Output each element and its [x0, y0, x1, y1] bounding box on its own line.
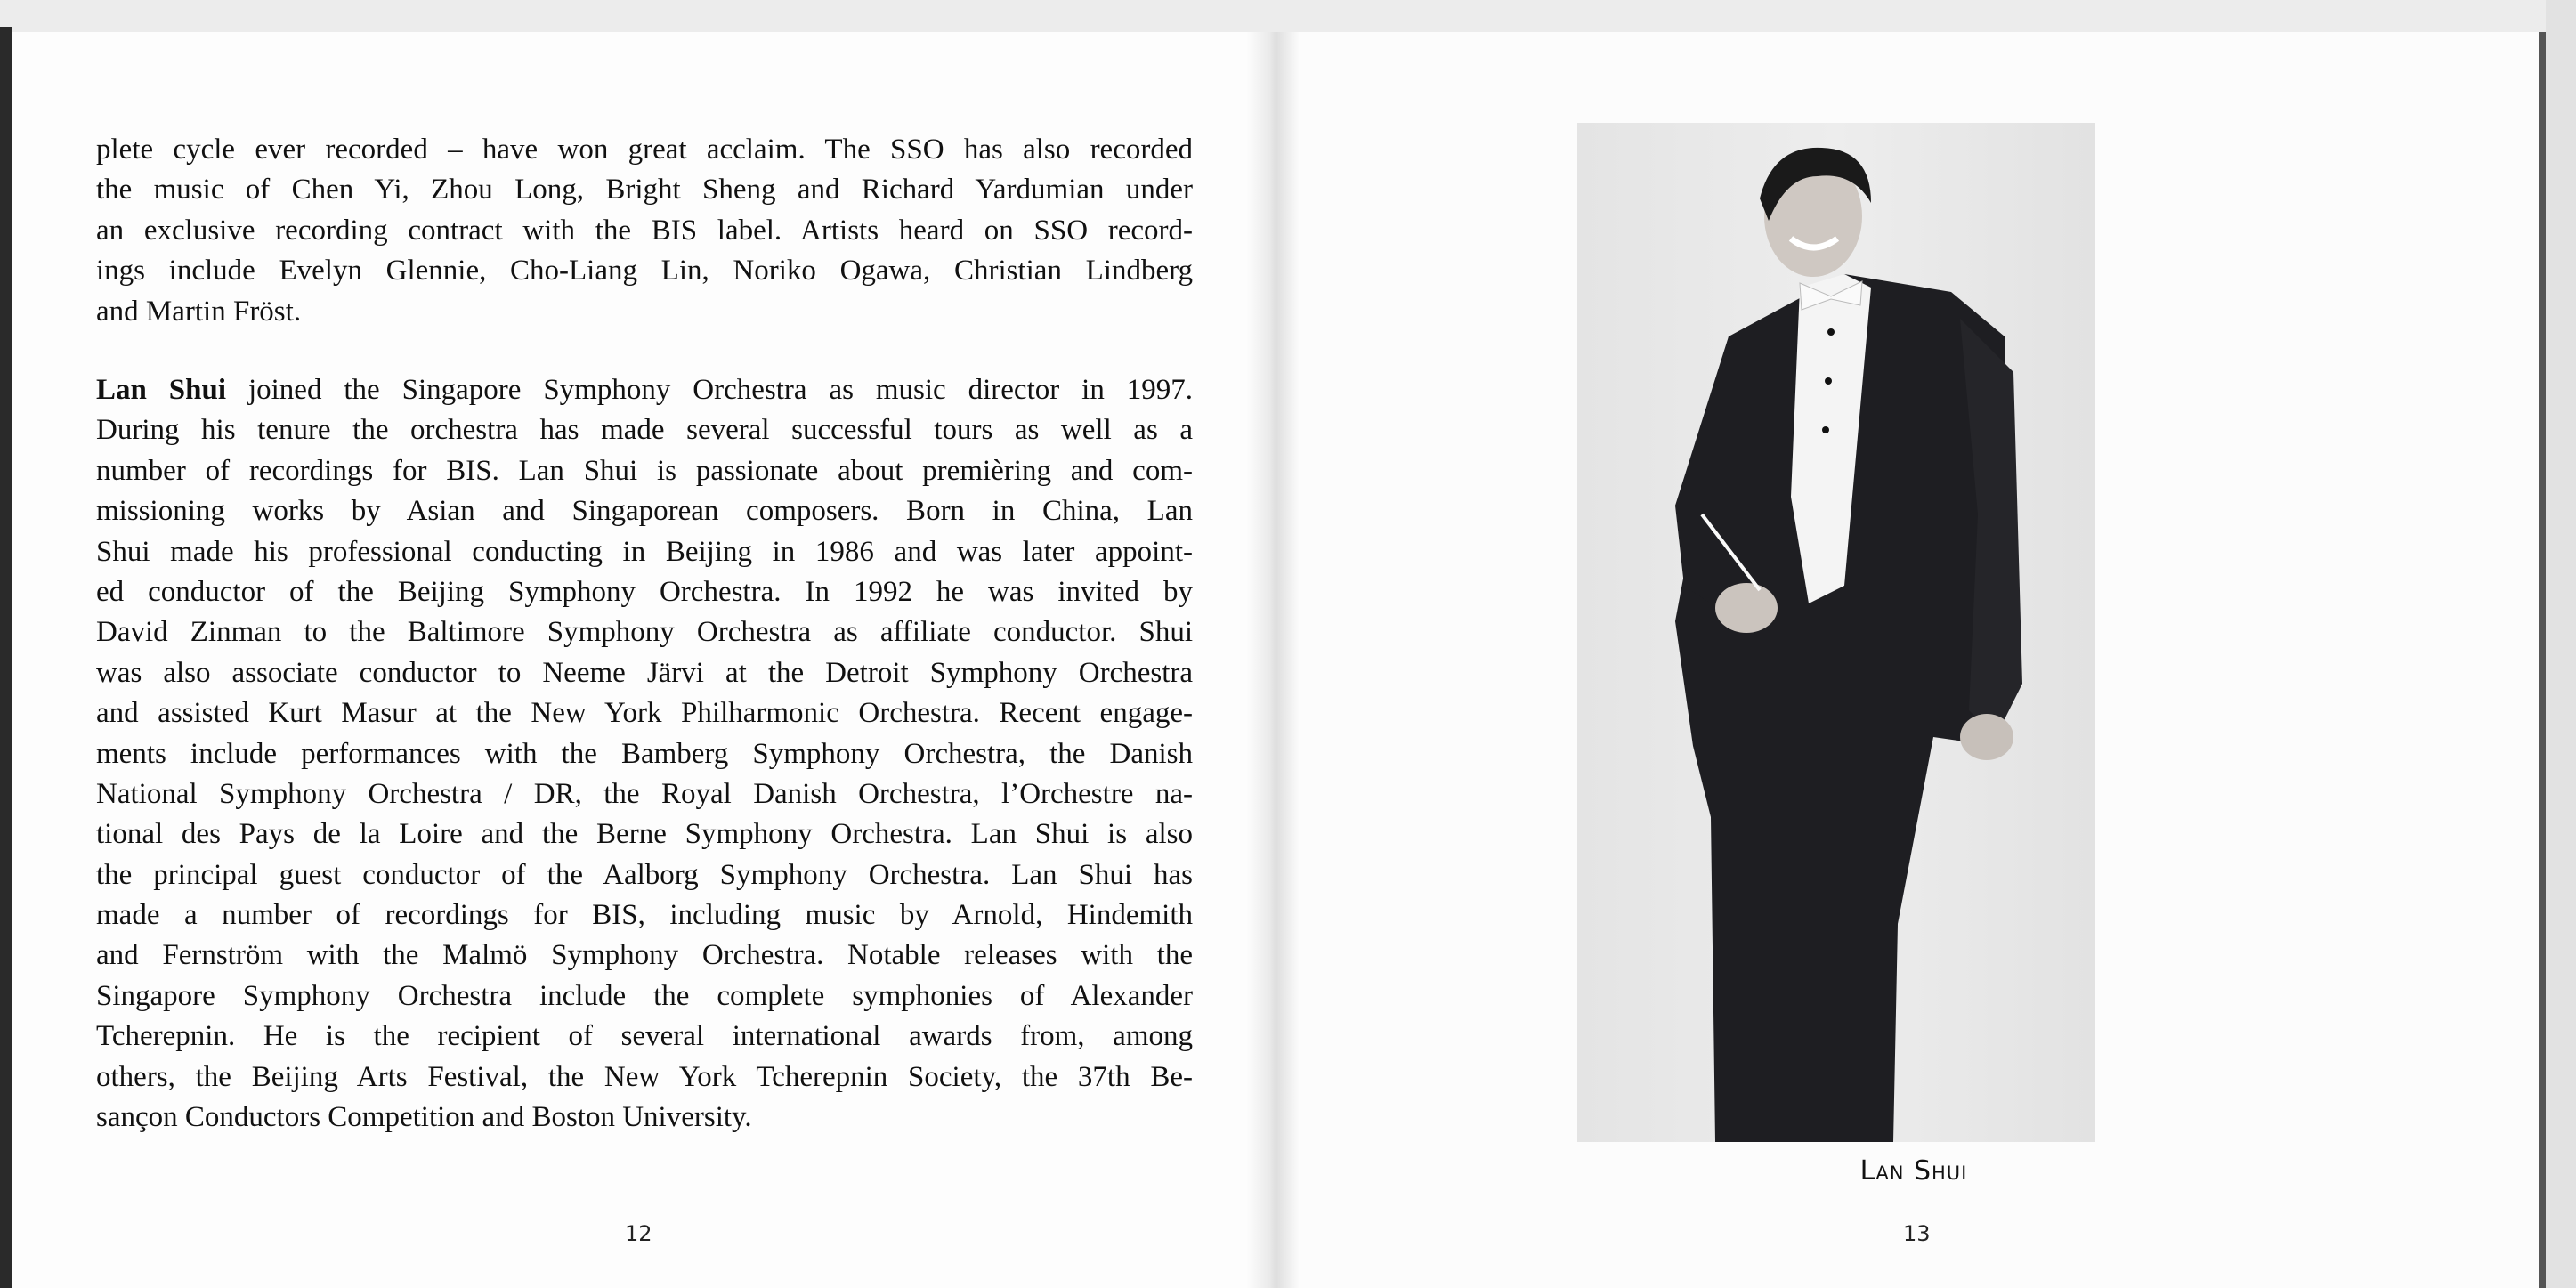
text-line: Tcherepnin. He is the recipient of several international awards from, among [96, 1020, 1193, 1053]
page-number-right: 13 [1903, 1221, 1931, 1246]
text-line: David Zinman to the Baltimore Symphony Orchestra as affiliate conductor. Shui [96, 616, 1193, 649]
text-line: the principal guest conductor of the Aalborg Symphony Orchestra. Lan Shui has [96, 858, 1193, 891]
scan-background [0, 0, 2576, 32]
text-line: During his tenure the orchestra has made several successful tours as well as a [96, 414, 1193, 447]
text-line: ed conductor of the Beijing Symphony Orchestra. In 1992 he was invited by [96, 575, 1193, 608]
text-line: and Fernström with the Malmö Symphony Orchestra. Notable releases with the [96, 939, 1193, 972]
page-number-left: 12 [625, 1221, 652, 1246]
paragraph-orchestra-recordings [96, 130, 1193, 332]
scan-background [2546, 0, 2576, 1288]
book-spine-shadow [1246, 32, 1300, 1288]
text-line: was also associate conductor to Neeme Järvi at the Detroit Symphony Orchestra [96, 656, 1193, 689]
page-edge [2539, 32, 2546, 1288]
text-line: missioning works by Asian and Singaporean composers. Born in China, Lan [96, 495, 1193, 528]
text-line-rest: joined the Singapore Symphony Orchestra as music director in 1997. [226, 374, 1194, 406]
text-line: sançon Conductors Competition and Boston University. [96, 1101, 752, 1134]
text-line: Shui made his professional conducting in Beijing in 1986 and was later appoint- [96, 535, 1193, 568]
text-line [96, 370, 1193, 410]
photo-caption: Lan Shui [1859, 1155, 1968, 1187]
text-line: ings include Evelyn Glennie, Cho-Liang Lin, Noriko Ogawa, Christian Lindberg [96, 255, 1193, 288]
text-line: made a number of recordings for BIS, including music by Arnold, Hindemith [96, 899, 1193, 932]
conductor-portrait-photo [1577, 123, 2095, 1142]
text-line: ments include performances with the Bamberg Symphony Orchestra, the Danish [96, 737, 1193, 770]
text-line: plete cycle ever recorded – have won great acclaim. The SSO has also recorded [96, 134, 1193, 166]
text-line: and assisted Kurt Masur at the New York Philharmonic Orchestra. Recent engage- [96, 697, 1193, 730]
text-line: and Martin Fröst. [96, 295, 302, 328]
booklet-page-left [12, 32, 1276, 1288]
conductor-figure-illustration [1577, 123, 2095, 1142]
text-line: National Symphony Orchestra / DR, the Royal Danish Orchestra, l’Orchestre na- [96, 777, 1193, 810]
text-line: the music of Chen Yi, Zhou Long, Bright Sheng and Richard Yardumian under [96, 174, 1193, 207]
paragraph-lan-shui-bio [96, 370, 1193, 1138]
text-line: Singapore Symphony Orchestra include the complete symphonies of Alexander [96, 979, 1193, 1012]
bio-name-bold: Lan Shui [96, 374, 227, 406]
text-line: number of recordings for BIS. Lan Shui is passionate about premièring and com- [96, 454, 1193, 487]
text-line: tional des Pays de la Loire and the Berne Symphony Orchestra. Lan Shui is also [96, 818, 1193, 851]
scanner-edge [0, 27, 12, 1288]
text-line: an exclusive recording contract with the BIS label. Artists heard on SSO record- [96, 214, 1193, 247]
text-line: others, the Beijing Arts Festival, the New York Tcherepnin Society, the 37th Be- [96, 1060, 1193, 1093]
